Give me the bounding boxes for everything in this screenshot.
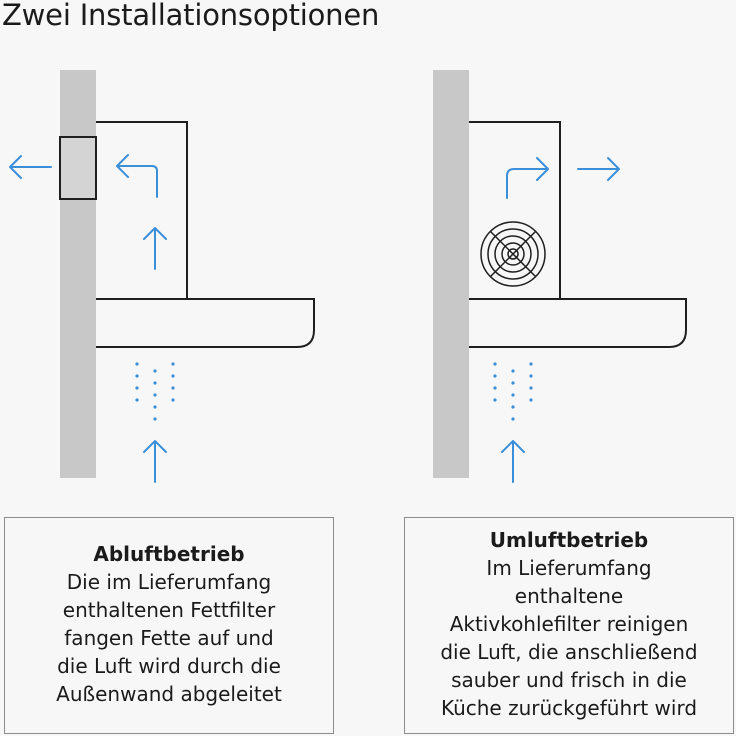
arrow-up-inner-left-icon xyxy=(144,228,166,269)
arrow-up-bottom-right-icon xyxy=(502,441,524,482)
wall-right xyxy=(433,70,469,478)
fan-icon xyxy=(481,222,545,286)
rising-air-dots-left xyxy=(135,362,174,420)
wall-left xyxy=(60,70,96,478)
arrow-curve-right-icon xyxy=(507,158,548,198)
rising-air-dots-right xyxy=(493,362,532,420)
recirculation-mode-heading: Umluftbetrieb xyxy=(489,528,649,552)
recirculation-mode-description: Im Lieferumfang enthaltene Aktivkohlefilter reinigen die Luft, die anschließend sauber und frisch in die Küche zurückgeführt wird xyxy=(440,556,698,720)
arrow-outward-right-icon xyxy=(578,158,619,180)
chimney-left xyxy=(96,122,187,299)
hood-canopy-right xyxy=(469,299,686,347)
exhaust-mode-description: Die im Lieferumfang enthaltenen Fettfilter fangen Fette auf und die Luft wird durch die Außenwand abgeleitet xyxy=(56,570,282,706)
page-title: Zwei Installationsoptionen xyxy=(2,0,380,32)
recirculation-mode-caption xyxy=(404,517,734,734)
exhaust-hood-illustration xyxy=(10,70,314,482)
exhaust-mode-heading: Abluftbetrieb xyxy=(93,542,245,566)
duct-through-wall xyxy=(60,137,96,199)
arrow-outward-left-icon xyxy=(10,156,51,178)
exhaust-mode-caption xyxy=(4,517,334,734)
arrow-curve-left-icon xyxy=(117,155,157,197)
hood-canopy-left xyxy=(96,299,314,347)
recirculation-hood-illustration xyxy=(433,70,686,482)
arrow-up-bottom-left-icon xyxy=(144,441,166,482)
